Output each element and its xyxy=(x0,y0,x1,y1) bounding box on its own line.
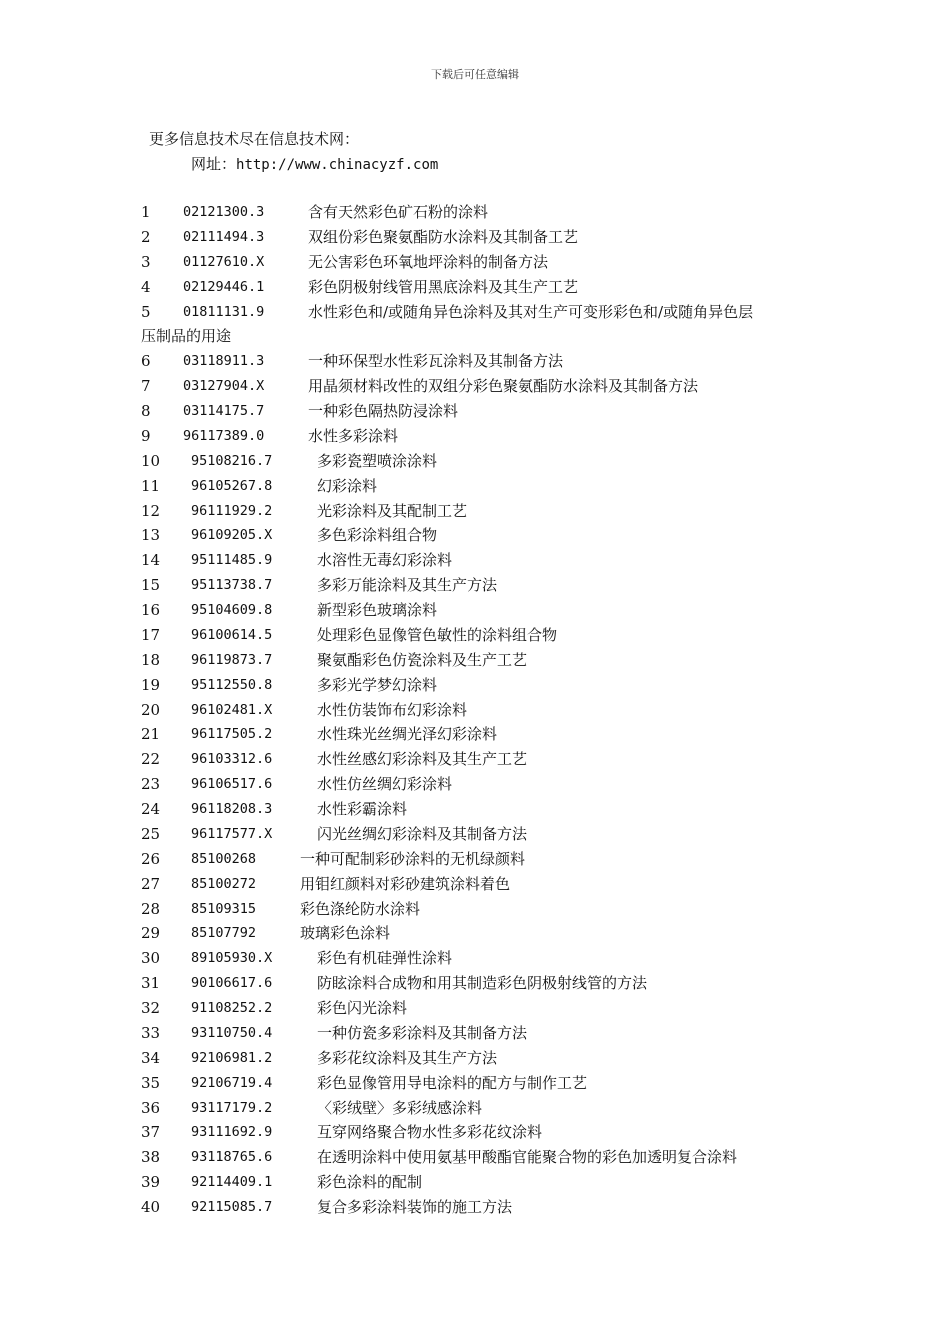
patent-number: 22 xyxy=(141,750,161,769)
patent-title: 水性多彩涂料 xyxy=(308,426,399,445)
patent-title: 彩色有机硅弹性涂料 xyxy=(317,949,453,968)
patent-row xyxy=(0,449,950,474)
patent-row xyxy=(0,1120,950,1145)
patent-title: 一种可配制彩砂涂料的无机绿颜料 xyxy=(300,849,526,868)
patent-row xyxy=(0,424,950,449)
patent-list xyxy=(0,200,950,1220)
patent-code: 95108216.7 xyxy=(191,452,273,469)
patent-row xyxy=(0,698,950,723)
patent-title: 水性彩霸涂料 xyxy=(317,800,408,818)
patent-row xyxy=(0,200,950,225)
patent-title: 多彩花纹涂料及其生产方法 xyxy=(317,1048,498,1067)
patent-code: 92114409.1 xyxy=(191,1174,273,1191)
patent-code: 96119873.7 xyxy=(191,651,273,668)
patent-row xyxy=(0,598,950,623)
patent-title: 新型彩色玻璃涂料 xyxy=(317,601,438,619)
patent-row xyxy=(0,747,950,772)
patent-number: 4 xyxy=(141,277,151,296)
patent-code: 93117179.2 xyxy=(191,1099,273,1116)
patent-number: 27 xyxy=(141,874,161,893)
patent-row xyxy=(0,872,950,897)
patent-code: 96111929.2 xyxy=(191,502,273,519)
patent-number: 7 xyxy=(141,377,151,396)
patent-row xyxy=(0,722,950,747)
patent-code: 96117389.0 xyxy=(183,427,265,444)
patent-number: 25 xyxy=(141,824,161,843)
patent-row xyxy=(0,1170,950,1195)
patent-row xyxy=(0,996,950,1021)
patent-row xyxy=(0,399,950,424)
patent-title: 水性丝感幻彩涂料及其生产工艺 xyxy=(317,750,528,769)
patent-row xyxy=(0,300,950,325)
patent-title: 互穿网络聚合物水性多彩花纹涂料 xyxy=(317,1123,543,1142)
patent-row xyxy=(0,374,950,399)
patent-row xyxy=(0,548,950,573)
patent-row xyxy=(0,225,950,250)
patent-number: 20 xyxy=(141,700,161,719)
patent-number: 23 xyxy=(141,775,161,794)
patent-code: 02111494.3 xyxy=(183,228,265,245)
patent-title: 多彩瓷塑喷涂涂料 xyxy=(317,451,438,470)
website-line xyxy=(191,153,438,174)
patent-number: 26 xyxy=(141,849,161,868)
patent-code: 85107792 xyxy=(191,925,257,942)
patent-number: 2 xyxy=(141,227,151,246)
patent-title: 无公害彩色环氧地坪涂料的制备方法 xyxy=(308,252,549,271)
patent-number: 14 xyxy=(141,551,161,570)
patent-code: 85100268 xyxy=(191,850,257,867)
patent-code: 01811131.9 xyxy=(183,303,265,320)
patent-number: 16 xyxy=(141,601,161,619)
patent-number: 18 xyxy=(141,650,161,669)
patent-title: 彩色闪光涂料 xyxy=(317,999,408,1017)
patent-number: 29 xyxy=(141,924,161,943)
patent-row xyxy=(0,1021,950,1046)
patent-number: 37 xyxy=(141,1123,161,1142)
patent-code: 96118208.3 xyxy=(191,801,273,817)
patent-number: 11 xyxy=(141,476,161,495)
patent-title: 含有天然彩色矿石粉的涂料 xyxy=(308,203,489,221)
patent-number: 12 xyxy=(141,501,161,520)
patent-code: 91108252.2 xyxy=(191,1000,273,1016)
patent-row xyxy=(0,847,950,872)
patent-code: 93118765.6 xyxy=(191,1149,273,1166)
patent-title: 用钼红颜料对彩砂建筑涂料着色 xyxy=(300,874,511,893)
patent-title: 一种彩色隔热防浸涂料 xyxy=(308,402,459,420)
patent-code: 96102481.X xyxy=(191,701,273,718)
patent-row xyxy=(0,250,950,275)
patent-code: 90106617.6 xyxy=(191,975,273,992)
patent-title: 彩色显像管用导电涂料的配方与制作工艺 xyxy=(317,1073,588,1092)
patent-title: 水性仿丝绸幻彩涂料 xyxy=(317,775,453,794)
website-url: http://www.chinacyzf.com xyxy=(236,157,439,173)
patent-number: 39 xyxy=(141,1173,161,1192)
patent-row xyxy=(0,946,950,971)
patent-title: 光彩涂料及其配制工艺 xyxy=(317,501,468,520)
patent-code: 96105267.8 xyxy=(191,477,273,494)
patent-title: 彩色涤纶防水涂料 xyxy=(300,899,421,918)
patent-title: 在透明涂料中使用氨基甲酸酯官能聚合物的彩色加透明复合涂料 xyxy=(317,1148,738,1167)
patent-number: 19 xyxy=(141,675,161,694)
patent-code: 96117577.X xyxy=(191,825,273,842)
patent-title: 水性彩色和/或随角异色涂料及其对生产可变形彩色和/或随角异色层 xyxy=(308,302,754,321)
patent-row-continuation xyxy=(0,324,950,349)
patent-number: 40 xyxy=(141,1198,161,1216)
patent-title: 〈彩绒壁〉多彩绒感涂料 xyxy=(317,1098,483,1117)
patent-title-continuation: 压制品的用途 xyxy=(141,327,232,346)
patent-title: 幻彩涂料 xyxy=(317,476,378,495)
patent-code: 96106517.6 xyxy=(191,776,273,793)
patent-code: 96100614.5 xyxy=(191,626,273,643)
intro-line: 更多信息技术尽在信息技术网： xyxy=(149,130,360,148)
patent-number: 6 xyxy=(141,352,151,371)
patent-number: 36 xyxy=(141,1098,161,1117)
patent-number: 21 xyxy=(141,725,161,744)
patent-code: 03127904.X xyxy=(183,378,265,395)
patent-number: 17 xyxy=(141,625,161,644)
patent-code: 95104609.8 xyxy=(191,602,273,618)
patent-code: 85100272 xyxy=(191,875,257,892)
patent-code: 93111692.9 xyxy=(191,1124,273,1141)
patent-title: 复合多彩涂料装饰的施工方法 xyxy=(317,1198,513,1216)
patent-title: 多彩光学梦幻涂料 xyxy=(317,675,438,694)
patent-code: 95113738.7 xyxy=(191,577,273,594)
patent-title: 玻璃彩色涂料 xyxy=(300,924,391,943)
patent-row xyxy=(0,1195,950,1220)
website-label: 网址： xyxy=(191,155,237,173)
patent-number: 24 xyxy=(141,800,161,818)
patent-number: 33 xyxy=(141,1023,161,1042)
patent-row xyxy=(0,623,950,648)
patent-row xyxy=(0,822,950,847)
patent-number: 34 xyxy=(141,1048,161,1067)
patent-number: 8 xyxy=(141,402,151,420)
patent-row xyxy=(0,1046,950,1071)
patent-title: 水性珠光丝绸光泽幻彩涂料 xyxy=(317,725,498,744)
patent-number: 38 xyxy=(141,1148,161,1167)
patent-code: 89105930.X xyxy=(191,950,273,967)
patent-title: 双组份彩色聚氨酯防水涂料及其制备工艺 xyxy=(308,227,579,246)
patent-code: 92106719.4 xyxy=(191,1074,273,1091)
patent-title: 多色彩涂料组合物 xyxy=(317,526,438,545)
patent-code: 93110750.4 xyxy=(191,1024,273,1041)
patent-number: 32 xyxy=(141,999,161,1017)
patent-row xyxy=(0,921,950,946)
patent-code: 95111485.9 xyxy=(191,552,273,569)
patent-title: 水性仿装饰布幻彩涂料 xyxy=(317,700,468,719)
patent-title: 多彩万能涂料及其生产方法 xyxy=(317,576,498,595)
patent-number: 5 xyxy=(141,302,151,321)
patent-number: 1 xyxy=(141,203,151,221)
patent-code: 96109205.X xyxy=(191,527,273,544)
patent-row xyxy=(0,1071,950,1096)
patent-row xyxy=(0,523,950,548)
patent-title: 彩色阴极射线管用黑底涂料及其生产工艺 xyxy=(308,277,579,296)
patent-number: 10 xyxy=(141,451,161,470)
patent-row xyxy=(0,1145,950,1170)
patent-title: 一种环保型水性彩瓦涂料及其制备方法 xyxy=(308,352,564,371)
patent-row xyxy=(0,474,950,499)
patent-code: 92106981.2 xyxy=(191,1049,273,1066)
patent-code: 01127610.X xyxy=(183,253,265,270)
patent-title: 彩色涂料的配制 xyxy=(317,1173,423,1192)
patent-row xyxy=(0,573,950,598)
patent-code: 96103312.6 xyxy=(191,751,273,768)
patent-number: 30 xyxy=(141,949,161,968)
patent-number: 9 xyxy=(141,426,151,445)
patent-title: 聚氨酯彩色仿瓷涂料及生产工艺 xyxy=(317,650,528,669)
patent-number: 28 xyxy=(141,899,161,918)
patent-code: 02129446.1 xyxy=(183,278,265,295)
patent-number: 15 xyxy=(141,576,161,595)
page-header: 下载后可任意编辑 xyxy=(431,68,519,81)
patent-row xyxy=(0,349,950,374)
patent-title: 处理彩色显像管色敏性的涂料组合物 xyxy=(317,625,558,644)
patent-title: 一种仿瓷多彩涂料及其制备方法 xyxy=(317,1023,528,1042)
patent-code: 03118911.3 xyxy=(183,353,265,370)
patent-number: 13 xyxy=(141,526,161,545)
patent-row xyxy=(0,897,950,922)
patent-number: 31 xyxy=(141,974,161,993)
patent-title: 闪光丝绸幻彩涂料及其制备方法 xyxy=(317,824,528,843)
patent-row xyxy=(0,797,950,822)
patent-title: 用晶须材料改性的双组分彩色聚氨酯防水涂料及其制备方法 xyxy=(308,377,699,396)
patent-number: 3 xyxy=(141,252,151,271)
patent-row xyxy=(0,1096,950,1121)
patent-code: 95112550.8 xyxy=(191,676,273,693)
patent-number: 35 xyxy=(141,1073,161,1092)
patent-code: 96117505.2 xyxy=(191,726,273,743)
patent-row xyxy=(0,275,950,300)
patent-row xyxy=(0,772,950,797)
patent-code: 02121300.3 xyxy=(183,204,265,220)
patent-row xyxy=(0,499,950,524)
patent-title: 水溶性无毒幻彩涂料 xyxy=(317,551,453,570)
patent-title: 防眩涂料合成物和用其制造彩色阴极射线管的方法 xyxy=(317,974,648,993)
patent-row xyxy=(0,673,950,698)
patent-row xyxy=(0,971,950,996)
patent-code: 85109315 xyxy=(191,900,257,917)
patent-code: 92115085.7 xyxy=(191,1199,273,1215)
patent-code: 03114175.7 xyxy=(183,403,265,419)
patent-row xyxy=(0,648,950,673)
